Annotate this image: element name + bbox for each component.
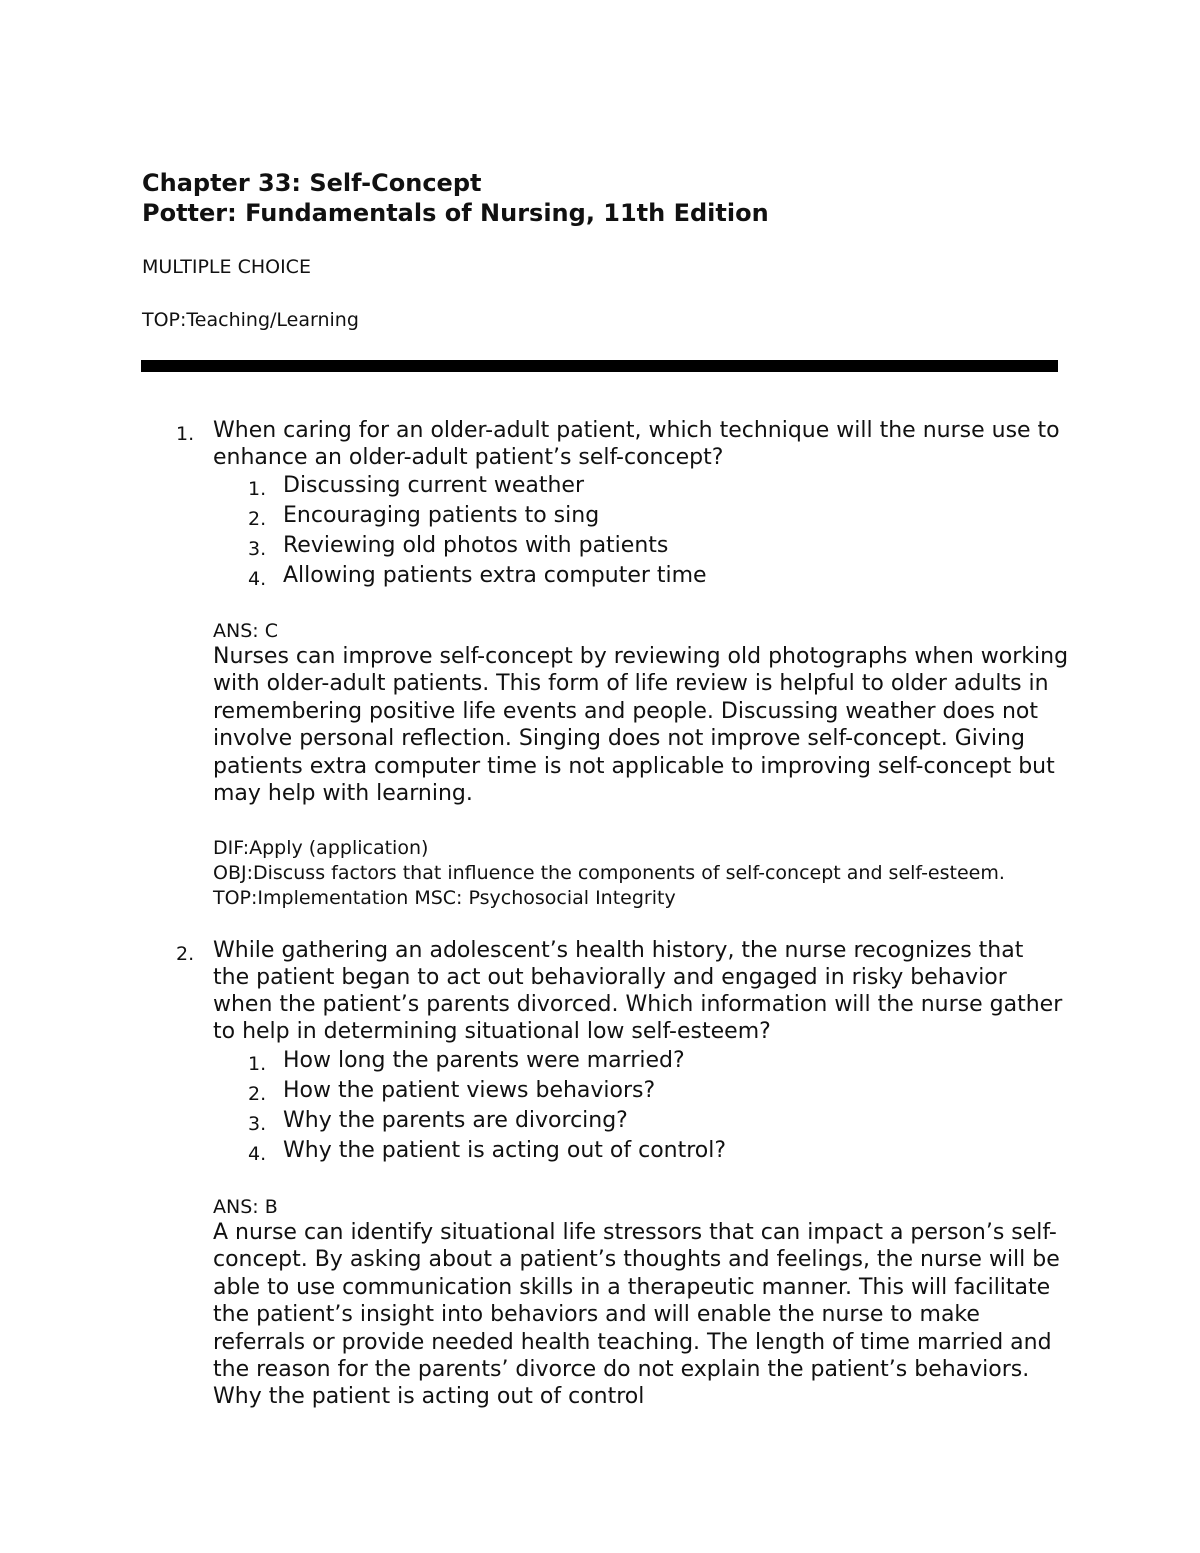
difficulty-level: DIF:Apply (application) [213,837,429,859]
question-number: 2. [176,943,195,965]
answer-option [0,562,1200,592]
objective-metadata: OBJ:Discuss factors that influence the components of self-concept and self-esteem. TOP:Implementation MSC: Psychosocial Integrity [213,862,1005,909]
option-number: 2. [248,508,267,530]
option-text: Why the patient is acting out of control? [283,1138,727,1163]
answer-option [0,532,1200,562]
answer-option [0,1107,1200,1137]
answer-key: ANS: B [213,1196,278,1218]
option-number: 1. [248,1053,267,1075]
option-number: 1. [248,478,267,500]
option-text: Discussing current weather [283,473,585,498]
option-number: 4. [248,1143,267,1165]
option-number: 3. [248,1113,267,1135]
option-text: How the patient views behaviors? [283,1078,656,1103]
section-divider [141,360,1058,372]
option-text: Allowing patients extra computer time [283,563,707,588]
option-text: Reviewing old photos with patients [283,533,669,558]
answer-option [0,502,1200,532]
option-number: 2. [248,1083,267,1105]
answer-key: ANS: C [213,620,278,642]
chapter-title: Chapter 33: Self-Concept [142,169,482,197]
question-number: 1. [176,423,195,445]
answer-option [0,1077,1200,1107]
question-stem: While gathering an adolescent’s health history, the nurse recognizes that the patient began to act out behaviorally and engaged in risky behavior when the patient’s parents divorced. Which information will the nurse gather to help in determining situational low self-esteem? [213,938,1063,1044]
question-stem: When caring for an older-adult patient, which technique will the nurse use to enhance an older-adult patient’s self-concept? [213,418,1060,470]
option-text: How long the parents were married? [283,1048,685,1073]
answer-option [0,1047,1200,1077]
option-text: Why the parents are divorcing? [283,1108,628,1133]
topic-label: TOP:Teaching/Learning [142,309,359,331]
answer-option [0,1137,1200,1167]
option-text: Encouraging patients to sing [283,503,600,528]
answer-option [0,472,1200,502]
answer-rationale: A nurse can identify situational life stressors that can impact a person’s self-concept. By asking about a patient’s thoughts and feelings, the nurse will be able to use communication skills in a therapeutic manner. This will facilitate the patient’s insight into behaviors and will enable the nurse to make referrals or provide needed health teaching. The length of time married and the reason for the parents’ divorce do not explain the patient’s behaviors. Why the patient is acting out of control [213,1220,1060,1410]
book-title: Potter: Fundamentals of Nursing, 11th Edition [142,199,769,227]
section-heading: MULTIPLE CHOICE [142,256,311,278]
option-number: 3. [248,538,267,560]
answer-rationale: Nurses can improve self-concept by reviewing old photographs when working with older-adult patients. This form of life review is helpful to older adults in remembering positive life events and people. Discussing weather does not involve personal reflection. Singing does not improve self-concept. Giving patients extra computer time is not applicable to improving self-concept but may help with learning. [213,644,1069,807]
option-number: 4. [248,568,267,590]
